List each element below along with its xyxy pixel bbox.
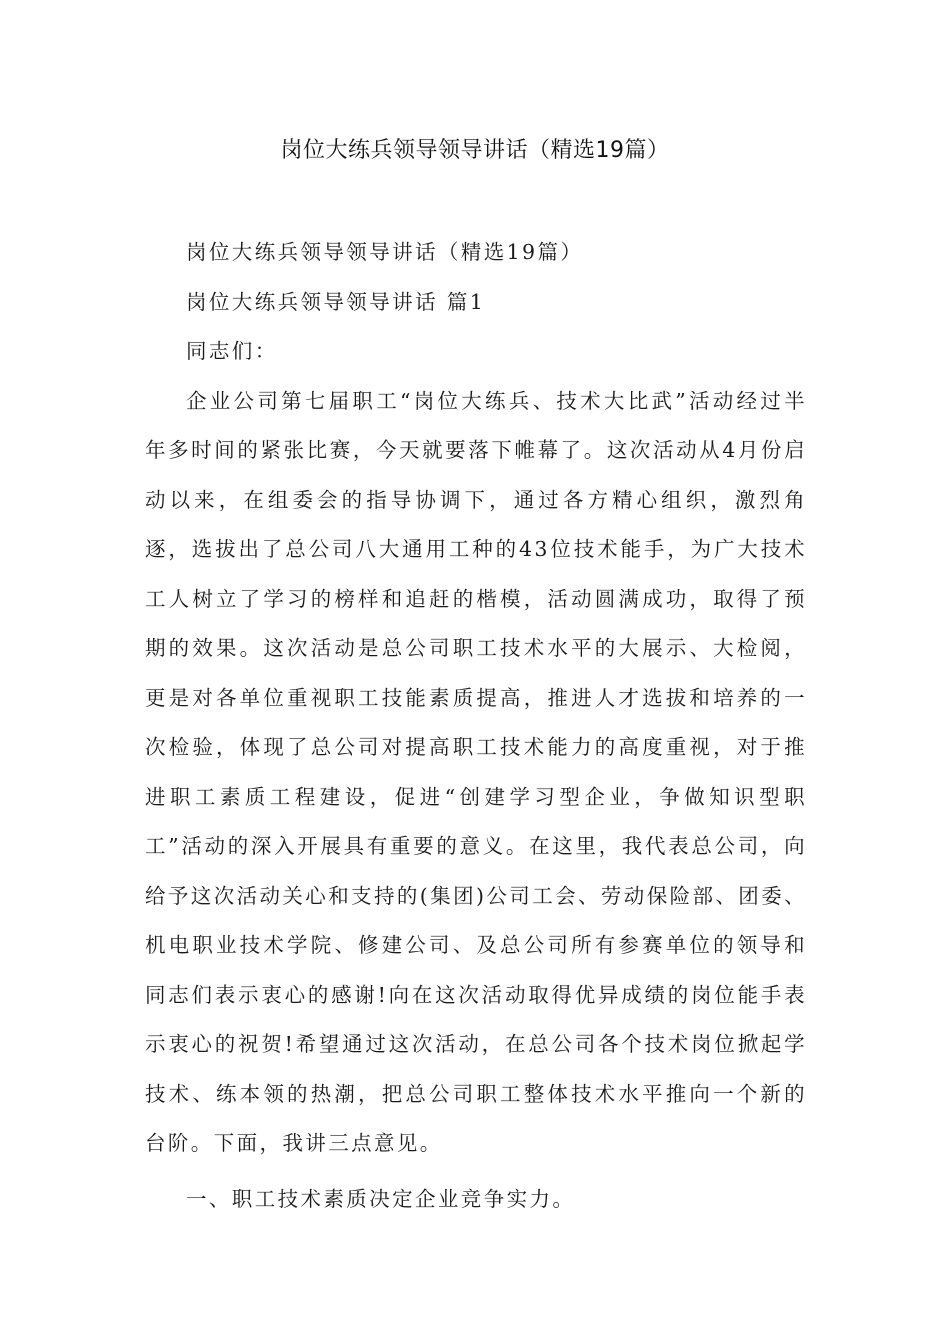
section-heading: 岗位大练兵领导领导讲话 篇1 <box>186 289 486 314</box>
subtitle-line: 岗位大练兵领导领导讲话（精选19篇） <box>186 240 584 264</box>
point-heading: 一、职工技术素质决定企业竞争实力。 <box>186 1186 576 1211</box>
document-body <box>145 228 807 1224</box>
greeting-line: 同志们： <box>186 339 278 363</box>
body-paragraph: 企业公司第七届职工“岗位大练兵、技术大比武”活动经过半年多时间的紧张比赛，今天就要落下帷幕了。这次活动从4月份启动以来，在组委会的指导协调下，通过各方精心组织，激烈角逐，选拔出了总公司八大通用工种的43位技术能手，为广大技术工人树立了学习的榜样和追赶的楷模，活动圆满成功，取得了预期的效果。这次活动是总公司职工技术水平的大展示、大检阅，更是对各单位重视职工技能素质提高，推进人才选拔和培养的一次检验，体现了总公司对提高职工技术能力的高度重视，对于推进职工素质工程建设，促进“创建学习型企业，争做知识型职工”活动的深入开展具有重要的意义。在这里，我代表总公司，向给予这次活动关心和支持的(集团)公司工会、劳动保险部、团委、机电职业技术学院、修建公司、及总公司所有参赛单位的领导和同志们表示衷心的感谢!向在这次活动取得优异成绩的岗位能手表示衷心的祝贺!希望通过这次活动，在总公司各个技术岗位掀起学技术、练本领的热潮，把总公司职工整体技术水平推向一个新的台阶。下面，我讲三点意见。 <box>145 388 807 1155</box>
document-title: 岗位大练兵领导领导讲话（精选19篇） <box>280 138 670 163</box>
